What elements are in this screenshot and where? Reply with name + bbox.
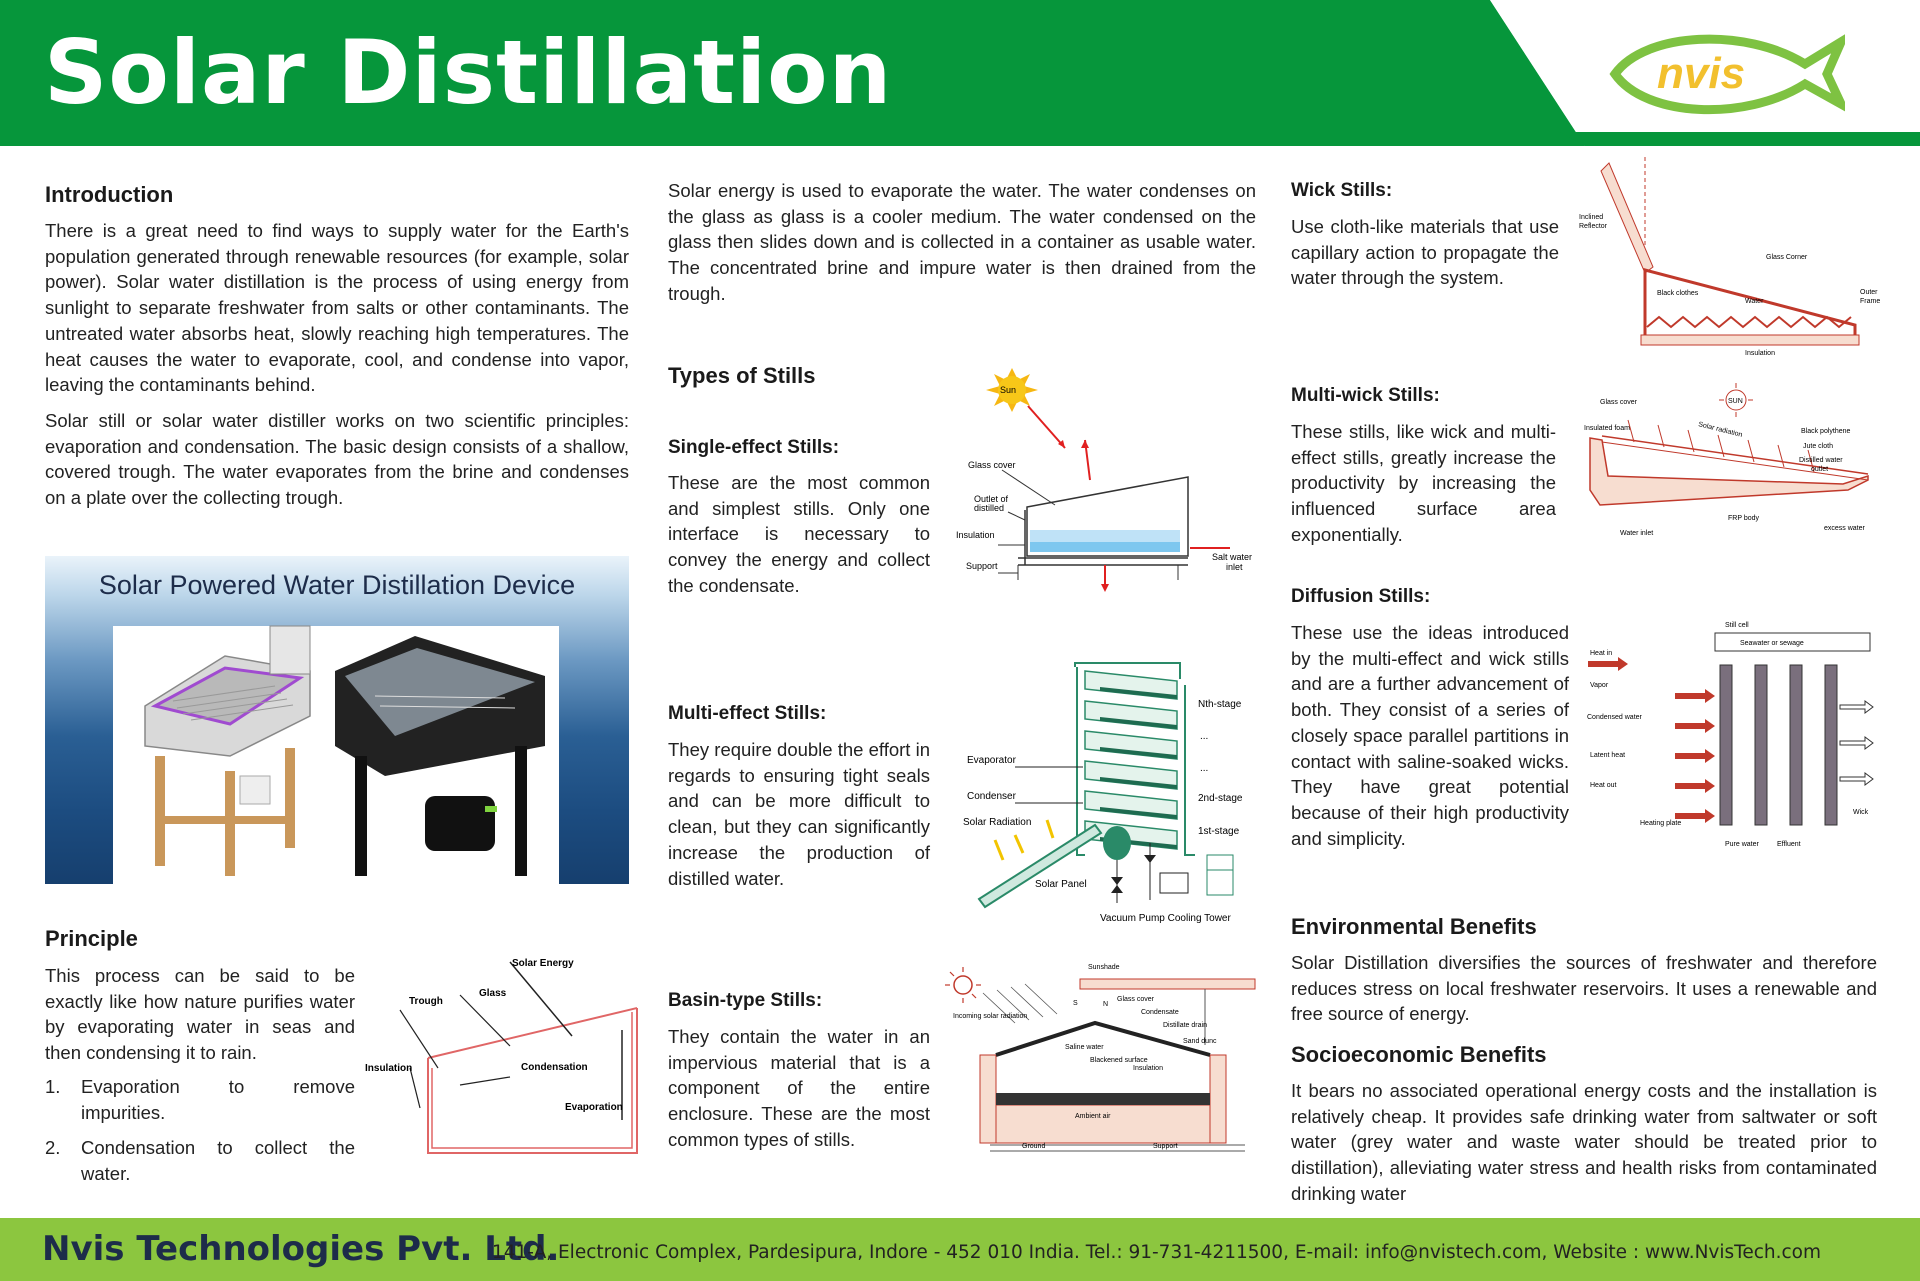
label-condenser: Condenser xyxy=(967,791,1016,802)
principle-heading: Principle xyxy=(45,926,138,951)
photo-title: Solar Powered Water Distillation Device xyxy=(98,570,576,600)
multi-wick-text: These stills, like wick and multi-effect stills, greatly increase the productivity by increasing the influenced surface area exponentially. xyxy=(1291,421,1556,545)
label-distilled: Distilled water xyxy=(1799,457,1843,464)
label-outer: Outer xyxy=(1860,289,1878,296)
step-text: Condensation to collect the water. xyxy=(81,1137,355,1185)
intro-paragraph-1: There is a great need to find ways to supply water for the Earth's population generated through renewable resources (for example, solar power). Solar water distillation is the process of using energy from sunlight to separate freshwater from salts or other contaminants. The untreated water absorbs heat, slowly reaching high temperatures. The heat causes the water to evaporate, cool, and condense into vapor, leaving the contaminants behind. xyxy=(45,220,629,396)
label-jute: Jute cloth xyxy=(1803,443,1833,450)
label-distillate-drain: Distillate drain xyxy=(1163,1022,1207,1029)
label-solar-radiation: Solar Radiation xyxy=(963,817,1032,828)
principle-diagram xyxy=(360,950,645,1160)
label-seawater: Seawater or sewage xyxy=(1740,640,1804,647)
single-effect-diagram xyxy=(950,360,1260,595)
step-number: 2. xyxy=(45,1137,61,1159)
label-vapor: Vapor xyxy=(1590,682,1609,689)
single-effect-text: These are the most common and simplest stills. Only one interface is necessary to convey the energy and collect the condensate. xyxy=(668,472,930,596)
label-sand: Sand dunc xyxy=(1183,1038,1217,1045)
label-evaporation: Evaporation xyxy=(565,1102,623,1113)
label-effluent: Effluent xyxy=(1777,841,1801,848)
label-frp: FRP body xyxy=(1728,515,1759,522)
label-solar-radiation: Solar radiation xyxy=(1697,421,1744,439)
principle-step xyxy=(45,1074,355,1125)
label-insulation: Insulation xyxy=(365,1063,413,1074)
env-heading: Environmental Benefits xyxy=(1291,914,1537,939)
label-inlet: inlet xyxy=(1226,562,1243,572)
label-saline: Saline water xyxy=(1065,1044,1104,1051)
label-outlet-2: distilled xyxy=(974,503,1005,513)
label-pure-water: Pure water xyxy=(1725,841,1759,848)
intro-paragraph-2: Solar still or solar water distiller works on two scientific principles: evaporation and condensation. The basic design consists of a shallow, covered trough. The water evaporates from the brine and condenses on a plate over the collecting trough. xyxy=(45,410,629,509)
label-evaporator: Evaporator xyxy=(967,755,1016,766)
multi-effect-heading: Multi-effect Stills: xyxy=(668,703,827,724)
label-insulation: Insulation xyxy=(956,530,995,540)
label-vacuum-pump: Vacuum Pump Cooling Tower xyxy=(1100,913,1231,924)
env-text: Solar Distillation diversifies the sources of freshwater and therefore reduces stress on local freshwater reservoirs. It uses a renewable and free source of energy. xyxy=(1291,952,1877,1025)
nvis-logo[interactable] xyxy=(1605,22,1845,122)
basin-heading: Basin-type Stills: xyxy=(668,990,823,1011)
label-heating-plate: Heating plate xyxy=(1640,820,1682,827)
basin-text: They contain the water in an impervious material that is a component of the entire enclosure. These are the most common types of stills. xyxy=(668,1026,930,1150)
logo-text: nvis xyxy=(1657,49,1746,98)
label-outlet: Outlet of xyxy=(974,494,1009,504)
wick-diagram xyxy=(1575,155,1885,360)
label-heat-in: Heat in xyxy=(1590,650,1613,657)
intro-heading: Introduction xyxy=(45,182,174,207)
label-sun: Sun xyxy=(1000,385,1017,395)
types-heading: Types of Stills xyxy=(668,363,816,388)
label-insulation: Insulation xyxy=(1133,1065,1163,1072)
label-insulation: Insulation xyxy=(1745,350,1775,357)
label-reflector: Reflector xyxy=(1579,223,1608,230)
label-ambient: Ambient air xyxy=(1075,1113,1111,1120)
multi-wick-diagram xyxy=(1578,380,1888,540)
company-address[interactable]: 141-A, Electronic Complex, Pardesipura, Indore - 452 010 India. Tel.: 91-731-4211500, E-mail: info@nvistech.com, Website : www.NvisTech.com xyxy=(492,1242,1821,1263)
label-support: Support xyxy=(1153,1143,1178,1150)
label-excess: excess water xyxy=(1824,525,1865,532)
label-dots-2: ... xyxy=(1200,763,1209,774)
label-still-cell: Still cell xyxy=(1725,622,1749,629)
label-condensed: Condensed water xyxy=(1587,714,1642,721)
label-n: N xyxy=(1103,1001,1109,1008)
single-effect-heading: Single-effect Stills: xyxy=(668,437,840,458)
header-bar xyxy=(0,0,1920,146)
label-black-polythene: Black polythene xyxy=(1801,428,1851,435)
basin-diagram xyxy=(945,955,1260,1155)
wick-text: Use cloth-like materials that use capillary action to propagate the water through the system. xyxy=(1291,216,1559,289)
label-black-clothes: Black clothes xyxy=(1657,290,1699,297)
label-glass-corner: Glass Corner xyxy=(1766,254,1808,261)
page-title: Solar Distillation xyxy=(44,21,893,124)
principle-steps xyxy=(45,1074,355,1197)
label-heat-out: Heat out xyxy=(1590,782,1617,789)
middle-intro: Solar energy is used to evaporate the water. The water condenses on the glass as glass is a cooler medium. The water condensed on the glass then slides down and is collected in a container as usable water. The concentrated brine and impure water is then drained from the trough. xyxy=(668,180,1256,304)
label-water: Water xyxy=(1745,298,1764,305)
label-outlet: outlet xyxy=(1811,466,1829,473)
step-number: 1. xyxy=(45,1076,61,1097)
label-glass-cover: Glass cover xyxy=(968,460,1016,470)
label-incoming: Incoming solar radiation xyxy=(953,1013,1028,1020)
principle-step xyxy=(45,1135,355,1186)
device-photo xyxy=(45,556,629,884)
label-wick: Wick xyxy=(1853,809,1869,816)
multi-wick-heading: Multi-wick Stills: xyxy=(1291,385,1440,406)
label-glass-cover: Glass cover xyxy=(1600,399,1637,406)
label-glass: Glass xyxy=(479,988,507,999)
company-name: Nvis Technologies Pvt. Ltd. xyxy=(42,1229,560,1269)
diffusion-heading: Diffusion Stills: xyxy=(1291,586,1431,607)
step-text: Evaporation to remove impurities. xyxy=(81,1076,355,1123)
label-water-inlet: Water inlet xyxy=(1620,530,1654,537)
diffusion-diagram xyxy=(1585,615,1885,855)
label-nth-stage: Nth-stage xyxy=(1198,699,1242,710)
label-first-stage: 1st-stage xyxy=(1198,826,1240,837)
label-salt-water: Salt water xyxy=(1212,552,1253,562)
socio-heading: Socioeconomic Benefits xyxy=(1291,1042,1547,1067)
label-s: S xyxy=(1073,1000,1078,1007)
label-condensation: Condensation xyxy=(521,1062,588,1073)
label-ground: Ground xyxy=(1022,1143,1046,1150)
diffusion-text: These use the ideas introduced by the multi-effect and wick stills and are a further advancement of both. They consist of a series of closely space parallel partitions in contact with saline-soaked wicks. They have great potential because of their high productivity and simplicity. xyxy=(1291,622,1569,849)
label-trough: Trough xyxy=(409,996,443,1007)
socio-text: It bears no associated operational energy costs and the installation is relatively cheap. It provides safe drinking water from saltwater or soft water (grey water and waste water should be treated prior to distillation), alleviating water stress and health risks from contaminated drinking water xyxy=(1291,1080,1877,1204)
label-insulated-foam: Insulated foam xyxy=(1584,425,1630,432)
label-blackened: Blackened surface xyxy=(1090,1057,1148,1064)
label-sunshade: Sunshade xyxy=(1088,964,1120,971)
label-inclined: Inclined xyxy=(1579,214,1604,221)
multi-effect-diagram xyxy=(955,655,1255,930)
label-solar-energy: Solar Energy xyxy=(512,958,574,969)
label-solar-panel: Solar Panel xyxy=(1035,879,1087,890)
label-sun: SUN xyxy=(1728,398,1743,405)
label-latent: Latent heat xyxy=(1590,752,1626,759)
wick-heading: Wick Stills: xyxy=(1291,180,1393,201)
label-second-stage: 2nd-stage xyxy=(1198,793,1243,804)
label-support: Support xyxy=(966,561,998,571)
label-frame: Frame xyxy=(1860,298,1881,305)
label-condensate: Condensate xyxy=(1141,1009,1179,1016)
principle-text: This process can be said to be exactly like how nature purifies water by evaporating water in seas and then condensing it to rain. xyxy=(45,965,355,1064)
device-photo-art xyxy=(45,556,629,884)
label-glass-cover: Glass cover xyxy=(1117,996,1154,1003)
label-dots-1: ... xyxy=(1200,731,1209,742)
multi-effect-text: They require double the effort in regards to ensuring tight seals and can be more difficult to clean, but they can significantly increase the production of distilled water. xyxy=(668,739,930,889)
